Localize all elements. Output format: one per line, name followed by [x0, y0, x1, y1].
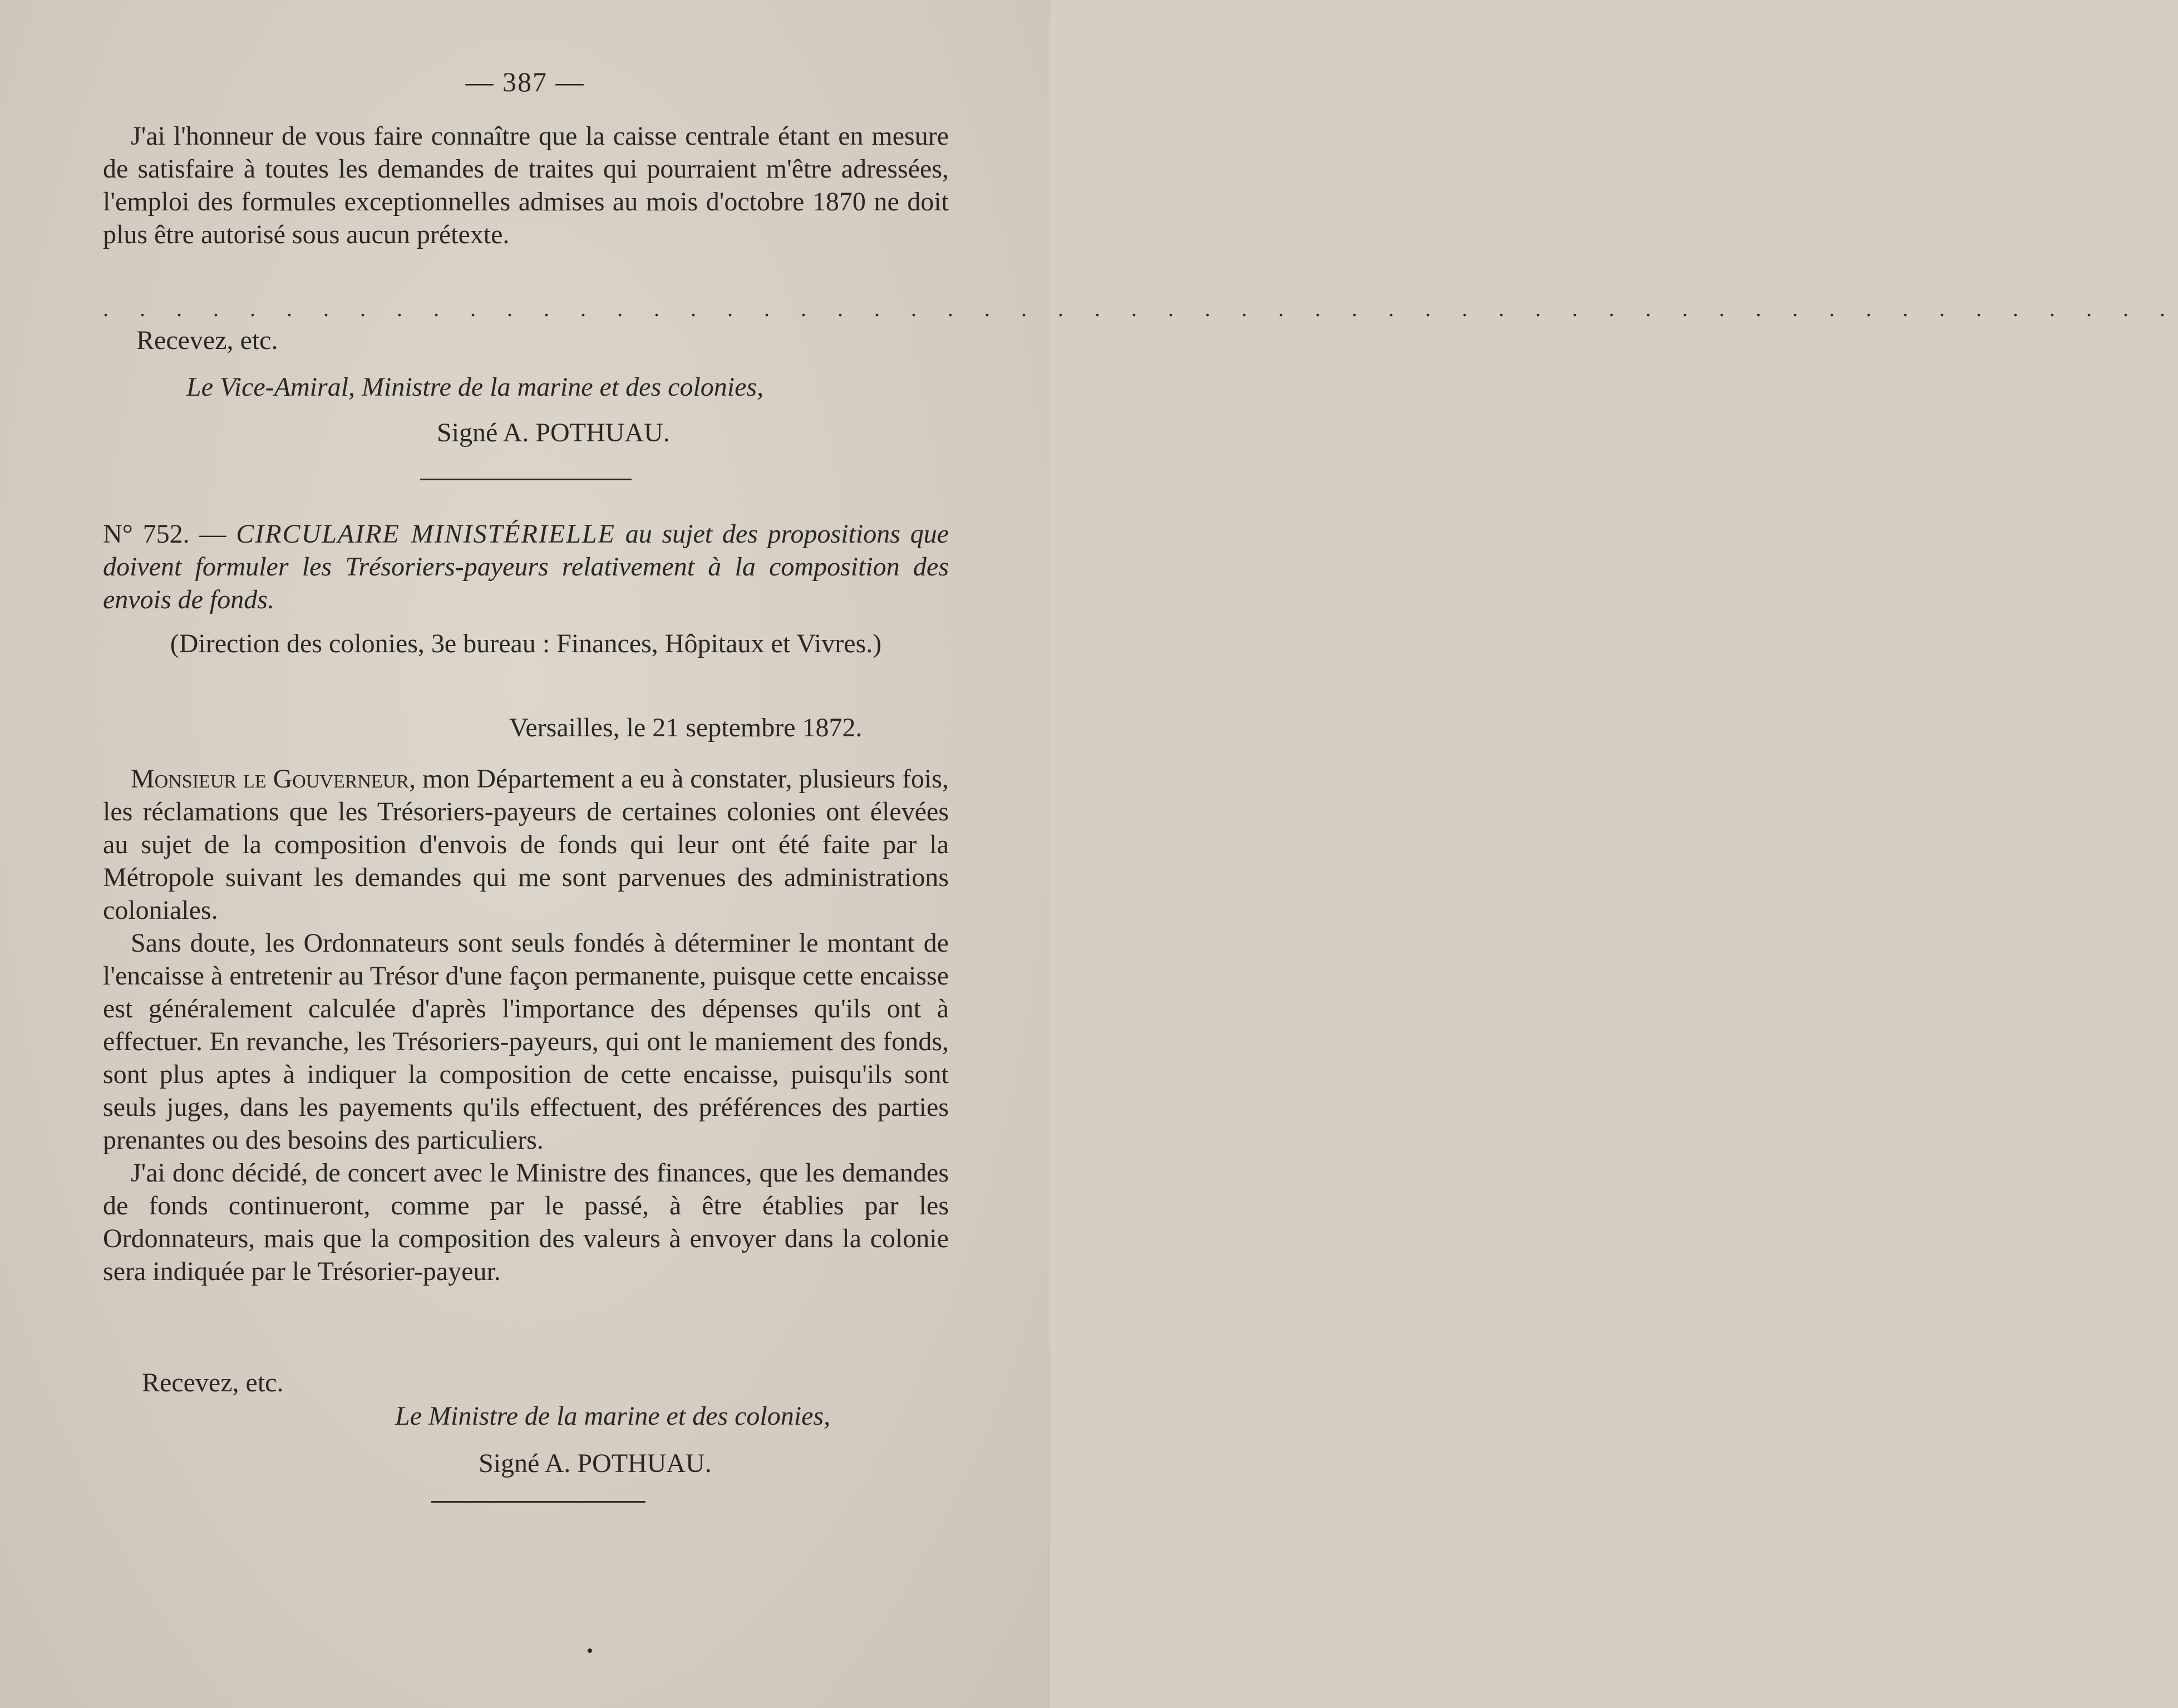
ellipsis-row: . . . . . . . . . . . . . . . . . . . . . . . . . . . . . . . . . . . . . . . . . . . . . . . . . . . . . . . . .: [103, 296, 2178, 321]
salutation: Monsieur le Gouverneur,: [131, 764, 416, 794]
circular-subject: au sujet des propositions que doivent formuler les Trésoriers-payeurs relativement à la composition des envois de fonds.: [103, 519, 949, 614]
signatory-2-title: Le Ministre de la marine et des colonies,: [395, 1401, 831, 1431]
separator-rule-1: [420, 479, 632, 480]
body-paragraph-1-text: mon Département a eu à constater, plusieurs fois, les réclamations que les Trésoriers-payeurs de certaines colonies ont élevées au sujet de la composition d'envois de fonds qui leur ont été faite par la Métropole suivant les demandes qui me sont parvenues des administrations coloniales.: [103, 764, 949, 925]
closing-line-1: Recevez, etc.: [136, 326, 278, 355]
place-date: Versailles, le 21 septembre 1872.: [509, 713, 863, 742]
circular-heading: [103, 518, 949, 616]
closing-line-2: Recevez, etc.: [142, 1368, 284, 1397]
intro-paragraph: J'ai l'honneur de vous faire connaître que la caisse centrale étant en mesure de satisfaire à toutes les demandes de traites qui pourraient m'être adressées, l'emploi des formules exceptionnelles admises au mois d'octobre 1870 ne doit plus être autorisé sous aucun prétexte.: [103, 121, 949, 249]
letter-body: [103, 762, 949, 1288]
page-number: — 387 —: [465, 66, 585, 97]
ink-speck: [588, 1648, 592, 1653]
body-paragraph-1: [103, 762, 949, 927]
signatory-2-name: Signé A. POTHUAU.: [479, 1449, 712, 1478]
signatory-1-name: Signé A. POTHUAU.: [437, 418, 670, 447]
circular-number: N° 752. —: [103, 519, 226, 549]
circular-direction: (Direction des colonies, 3e bureau : Finances, Hôpitaux et Vivres.): [170, 629, 882, 658]
signatory-1-title: Le Vice-Amiral, Ministre de la marine et des colonies,: [186, 372, 764, 402]
body-paragraph-2: Sans doute, les Ordonnateurs sont seuls fondés à déterminer le montant de l'encaisse à entretenir au Trésor d'une façon permanente, puisque cette encaisse est généralement calculée d'après l'importance des dépenses qu'ils ont à effectuer. En revanche, les Trésoriers-payeurs, qui ont le maniement des fonds, sont plus aptes à indiquer la composition de cette encaisse, puisqu'ils sont seuls juges, dans les payements qu'ils effectuent, des préférences des parties prenantes ou des besoins des particuliers.: [103, 928, 949, 1155]
body-paragraph-3: J'ai donc décidé, de concert avec le Ministre des finances, que les demandes de fonds continueront, comme par le passé, à être établies par les Ordonnateurs, mais que la composition des valeurs à envoyer dans la colonie sera indiquée par le Trésorier-payeur.: [103, 1158, 949, 1286]
separator-rule-2: [431, 1501, 645, 1503]
circular-title: CIRCULAIRE MINISTÉRIELLE: [236, 519, 615, 549]
